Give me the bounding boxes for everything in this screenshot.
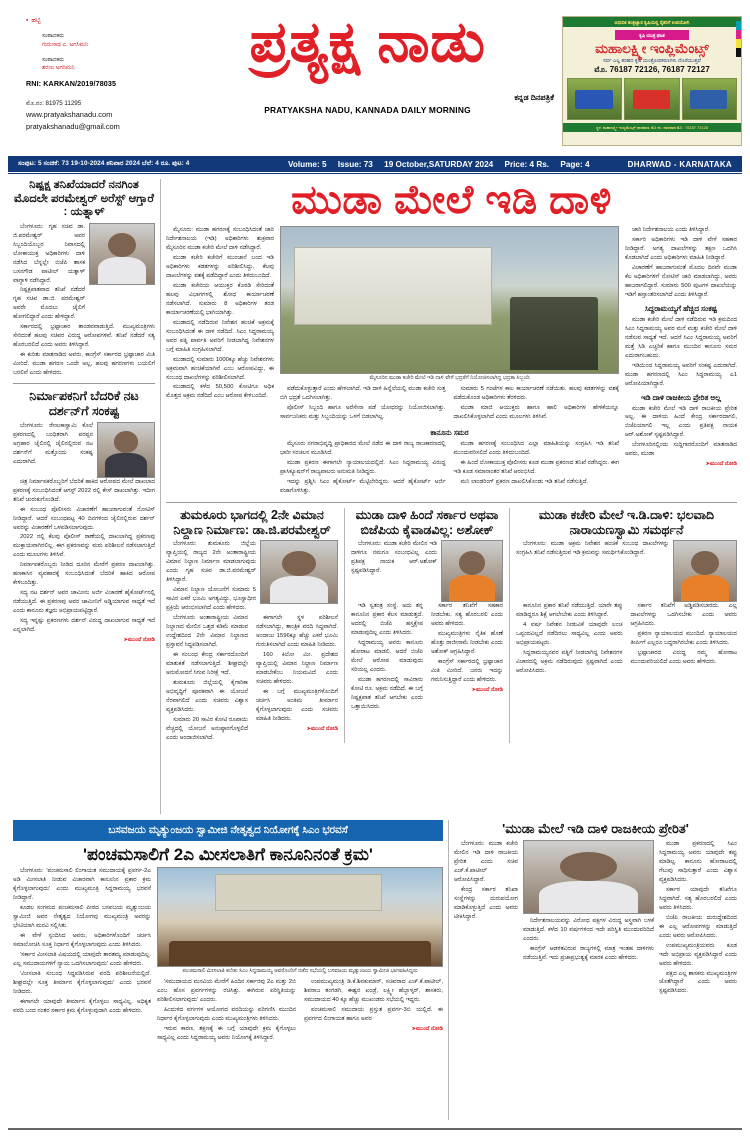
masthead-sub-english: PRATYAKSHA NADU, KANNADA DAILY MORNING <box>264 105 471 115</box>
issue-place: DHARWAD - KARNATAKA <box>627 159 732 169</box>
para: ಸರ್ಕಾರ ತನಿಖೆಗೆ ಸಹಕಾರ ನೀಡಬೇಕು. ಸತ್ಯ ಹೊರಬರಲಿ ಎಂದು ಅವರು ಹೇಳಿದರು. <box>431 603 503 628</box>
para: ಮುಖ್ಯಮಂತ್ರಿಗಳು ನೈತಿಕ ಹೊಣೆ ಹೊತ್ತು ರಾಜೀನಾಮೆ ನೀಡಬೇಕು ಎಂದು ಅಶೋಕ್ ಆಗ್ರಹಿಸಿದ್ದಾರೆ. <box>431 631 503 656</box>
story-narayanaswamy[interactable] <box>516 508 737 743</box>
para: ಸದ್ಯ ನಟ ದರ್ಶನ್ ಅವರ ಜಾಮೀನು ಅರ್ಜಿ ವಿಚಾರಣೆ ಹೈಕೋರ್ಟ್‌ನಲ್ಲಿ ನಡೆಯುತ್ತಿದೆ. ಈ ಪ್ರಕರಣವು ಅವರ ಜಾಮೀನಿಗೆ ಅಡ್ಡಿಯಾಗುವ ಸಾಧ್ಯತೆ ಇದೆ ಎಂದು ಕಾನೂನು ತಜ್ಞರು ಅಭಿಪ್ರಾಯಪಟ್ಟಿದ್ದಾರೆ. <box>13 590 155 615</box>
story-ashok-body-b <box>351 602 503 712</box>
masthead-left-info <box>8 10 173 134</box>
issue-label: Issue: 73 <box>337 159 373 169</box>
ad-product-images <box>563 78 741 120</box>
para: ಮುಡಾ ಕಚೇರಿ ಕಚೇರಿಗೆ ಮುಂಜಾನೆ ಬಂದ ಇಡಿ ಅಧಿಕಾರಿಗಳು ಕಡತಗಳನ್ನು ಪರಿಶೀಲಿಸಿದ್ದು, ಕೆಲವು ದಾಖಲೆಗಳನ್ನು ವಶಕ್ಕೆ ಪಡೆದಿದ್ದಾರೆ ಎಂದು ತಿಳಿದುಬಂದಿದೆ. <box>166 254 274 279</box>
para: 160 ಕಿಲೋ ಮೀ. ಪ್ರದೇಶದ ವ್ಯಾಪ್ತಿಯಲ್ಲಿ ವಿಮಾನ ನಿಲ್ದಾಣ ನಿರ್ಮಾಣ ಮಾಡಬೇಕೆಂಬ ನಿಯಮವಿದೆ ಎಂದು ಸಚಿವರು ಹೇಳಿದರು. <box>256 652 338 685</box>
para: ಪೊಲೀಸ್ ಸಿಬ್ಬಂದಿ ಹಾಗೂ ಅರೆಸೇನಾ ಪಡೆ ಯೋಧರನ್ನು ನಿಯೋಜಿಸಲಾಗಿತ್ತು. ಸಾರ್ವಜನಿಕರು ಮತ್ತು ಸಿಬ್ಬಂದಿಯನ್ನು ಒಳಗೆ ಬಿಡಲಾಗಿಲ್ಲ. <box>280 404 446 420</box>
main-col1-body <box>166 226 274 401</box>
para: 2022 ರಲ್ಲಿ ಕೆಲವು ಪೊಲೀಸ್ ಠಾಣೆಯಲ್ಲಿ ದಾಖಲಾಗಿದ್ದ ಪ್ರಕರಣವು ಮುಕ್ತಾಯವಾಗಿರಲಿಲ್ಲ. ಈಗ ಪ್ರಕರಣವನ್ನು ಮರು ಪರಿಶೀಲನೆ ನಡೆಸಲಾಗುತ್ತಿದೆ ಎಂದು ಮೂಲಗಳು ತಿಳಿಸಿವೆ. <box>13 534 155 559</box>
main-col4-c <box>625 405 737 469</box>
para: ಬಿಜೆಪಿ ರಾಜಕೀಯ ದುರುದ್ದೇಶದಿಂದ ಈ ಎಲ್ಲ ಆರೋಪಗಳನ್ನು ಮಾಡುತ್ತಿದೆ ಎಂದು ಅವರು ಆರೋಪಿಸಿದರು. <box>659 914 737 939</box>
story-darshan-headline: ನಿರ್ಮಾಪಕನಿಗೆ ಬೆದರಿಕೆ ನಟ ದರ್ಶನ್‌ಗೆ ಸಂಕಷ್ಟ <box>29 389 139 418</box>
main-story-row <box>166 226 737 496</box>
para: ಇದನ್ನು ಪ್ರಶ್ನಿಸಿ ಸಿಎಂ ಹೈಕೋರ್ಟ್ ಮೆಟ್ಟಿಲೇರಿದ್ದರು. ಆದರೆ ಹೈಕೋರ್ಟ್ ಅರ್ಜಿ ವಜಾಗೊಳಿಸಿತ್ತು. <box>280 479 446 494</box>
para: ಕೇಂದ್ರ ಸರ್ಕಾರ ತನಿಖಾ ಸಂಸ್ಥೆಗಳನ್ನು ದುರುಪಯೋಗ ಮಾಡಿಕೊಳ್ಳುತ್ತಿದೆ ಎಂದು ಅವರು ಟೀಕಿಸಿದ್ದಾರೆ. <box>454 886 518 920</box>
story-yatnal-body-cont <box>13 323 155 378</box>
main-subhead-2: ಸಿದ್ದರಾಮಯ್ಯಗೆ ಹೆಚ್ಚಿದ ಸಂಕಷ್ಟ <box>644 303 718 313</box>
continuation-marker[interactable]: ➤ ಮುಂದೆ ನೋಡಿ <box>625 460 737 469</box>
continuation-marker[interactable]: ➤ ಮುಂದೆ ನೋಡಿ <box>431 686 503 695</box>
story-yatnal[interactable] <box>13 179 155 378</box>
main-col-4 <box>625 226 737 496</box>
photo-yatnal <box>89 223 155 285</box>
para: ಈ ಹಿಂದೆ ಲೋಕಾಯುಕ್ತ ಪೊಲೀಸರು ಕೂಡ ಮುಡಾ ಪ್ರಕರಣದ ತನಿಖೆ ನಡೆಸಿದ್ದರು. ಈಗ ಇಡಿ ಕೂಡ ಸಮಾನಾಂತರ ತನಿಖೆ ಆರಂಭಿಸಿದೆ. <box>453 460 619 476</box>
para: ಕಾನೂನಿನ ಪ್ರಕಾರ ತನಿಖೆ ನಡೆಯುತ್ತಿದೆ. ಯಾರೇ ತಪ್ಪು ಮಾಡಿದ್ದರೂ ಶಿಕ್ಷೆ ಆಗಲೇಬೇಕು ಎಂದು ತಿಳಿಸಿದ್ದಾರೆ. <box>516 603 623 619</box>
para: ಮುಡಾ ಕಚೇರಿ ಮೇಲೆ ಇಡಿ ದಾಳಿ ರಾಜಕೀಯ ಪ್ರೇರಿತ ಅಲ್ಲ. ಈ ದಾಳಿಯ ಹಿಂದೆ ಕೇಂದ್ರ ಸರ್ಕಾರದಾಗಲಿ, ಬಿಜೆಪಿಯಾಗಲಿ ಇಲ್ಲ ಎಂದು ಪ್ರತಿಪಕ್ಷ ನಾಯಕ ಆರ್.ಅಶೋಕ್ ಸ್ಪಷ್ಟಪಡಿಸಿದ್ದಾರೆ. <box>625 405 737 439</box>
para: ಬೆಂಗಳೂರು: ರೇಣುಕಾಸ್ವಾಮಿ ಕೊಲೆ ಪ್ರಕರಣದಲ್ಲಿ ಬಂಧಿತರಾಗಿ ಪರಪ್ಪನ ಅಗ್ರಹಾರ ಜೈಲಿನಲ್ಲಿ ಜೈಲಿನಲ್ಲಿರುವ ನಟ ದರ್ಶನ್‌ಗೆ ಮತ್ತೊಂದು ಸಂಕಷ್ಟ ಎದುರಾಗಿದೆ. <box>13 422 93 465</box>
ad-image-trailer <box>682 78 737 120</box>
para: 'ಸಮುದಾಯದ ಮನವಿಯ ಮೇರೆಗೆ ಹಿಂದಿನ ಸರ್ಕಾರವು 2ಎ ಮತ್ತು 2ಬಿ ಎಂಬ ಹೊಸ ಪ್ರವರ್ಗಗಳನ್ನು ರಚಿಸಿತ್ತು. ಈಗಿರುವ ಪರಿಸ್ಥಿತಿಯನ್ನು ಪರಿಶೀಲಿಸಲಾಗುವುದು' ಎಂದರು. <box>157 979 296 1004</box>
story-yatnal-body <box>13 223 85 324</box>
main-area <box>161 179 742 814</box>
story-narayanaswamy-headline: ಮುಡಾ ಕಚೇರಿ ಮೇಲೆ ಇ.ಡಿ.ದಾಳಿ: ಭಲವಾದಿ ನಾರಾಯಣಸ್ವಾಮಿ ಸಮರ್ಥನೆ <box>538 507 715 537</box>
bottom-left-story[interactable] <box>8 820 448 1120</box>
para: ಈ ಸಂಬಂಧ ಪೊಲೀಸರು ವಿಚಾರಣೆಗೆ ಹಾಜರಾಗುವಂತೆ ನೋಟಿಸ್ ನೀಡಿದ್ದಾರೆ. ಆದರೆ ಸಂಬಂಧಪಟ್ಟ 40 ದಿನಗಳಿಂದ ಜೈಲಿನಲ್ಲಿರುವ ದರ್ಶನ್ ಅವರನ್ನು ವಿಚಾರಣೆಗೆ ಒಳಪಡಿಸಲಾಗುವುದು. <box>13 506 155 531</box>
left-column <box>8 179 160 814</box>
issue-page: Page: 4 <box>560 159 590 169</box>
para: ಪ್ರಕರಣ ನ್ಯಾಯಾಲಯದ ಮುಂದಿದೆ. ನ್ಯಾಯಾಲಯದ ತೀರ್ಪಿಗೆ ಎಲ್ಲರೂ ಬದ್ಧರಾಗಿರಬೇಕು ಎಂದು ತಿಳಿಸಿದರು. <box>630 631 737 647</box>
continuation-marker[interactable]: ➤ ಮುಂದೆ ನೋಡಿ <box>256 725 338 734</box>
issue-date: 19 October,SATURDAY 2024 <box>384 159 494 169</box>
issue-info-kannada: ಸಂಪುಟ: 5 ಸಂಚಿಕೆ: 73 19-10-2024 ಶನಿವಾರ 2024 ಬೆಲೆ: 4 ರೂ. ಪುಟ: 4 <box>18 160 190 167</box>
para: ಪಂಚಮಸಾಲಿ ಸಮುದಾಯ ಪ್ರಸ್ತುತ ಪ್ರವರ್ಗ-3ಬಿ ಯಲ್ಲಿದೆ. ಈ ಪ್ರವರ್ಗದ ಲಿಂಗಾಯತ ಹಾಗೂ ಅವರ <box>304 1007 443 1023</box>
credit-role-2: ಸಂಪಾದಕರು <box>42 56 64 63</box>
credit-role-1: ಸಂಪಾದಕರು <box>42 33 64 40</box>
para: ಮುಡಾ ಕಚೇರಿ ಮೇಲೆ ದಾಳಿ ನಡೆದಿರುವ ಇಡಿ ಕ್ರಮದಿಂದ ಸಿಎಂ ಸಿದ್ದರಾಮಯ್ಯ ಅವರ ಮನೆ ಮತ್ತು ಕಚೇರಿ ಮೇಲೆ ದಾಳಿ ನಡೆಸುವ ಸಾಧ್ಯತೆ ಇದೆ. ಆದರೆ ಸಿಎಂ ಸಿದ್ದರಾಮಯ್ಯ ಅವರಿಗೆ ಮತ್ತೆ ಸಿಡಿ ಎಚ್ಚರಿಕೆ ಹಾಗೂ ಮುಂದಿನ ಕಾನೂನು ಸಮರ ಎದುರಾಗಬಹುದು. <box>625 316 737 359</box>
photo-hk-patil <box>523 840 654 914</box>
page-footer-rule <box>8 1128 742 1130</box>
para: ಬೆಂಗಳೂರು ಅಂತಾರಾಷ್ಟ್ರೀಯ ವಿಮಾನ ನಿಲ್ದಾಣದ ಮೇಲಿನ ಒತ್ತಡ ಕಡಿಮೆ ಮಾಡುವ ಉದ್ದೇಶದಿಂದ 2ನೇ ವಿಮಾನ ನಿಲ್ದಾಣದ ಪ್ರಸ್ತಾವನೆ ಸಿದ್ಧಪಡಿಸಲಾಗಿದೆ. <box>166 615 248 649</box>
para: ಮುಡಾ ಪ್ರಕರಣ ಈಗಾಗಲೇ ನ್ಯಾಯಾಲಯದಲ್ಲಿದೆ. ಸಿಎಂ ಸಿದ್ದರಾಮಯ್ಯ ವಿರುದ್ಧ ಪ್ರಾಸಿಕ್ಯೂಷನ್‌ಗೆ ರಾಜ್ಯಪಾಲರು ಅನುಮತಿ ನೀಡಿದ್ದರು. <box>280 460 446 476</box>
para: ಸದ್ಯ ಇನ್ನಷ್ಟು ಪ್ರಕರಣಗಳು ದರ್ಶನ್ ವಿರುದ್ಧ ದಾಖಲಾಗುವ ಸಾಧ್ಯತೆ ಇದೆ ಎನ್ನಲಾಗಿದೆ. <box>13 618 155 634</box>
para: 4 ವರ್ಷ ನಿವೇಶನ ನೀಡುವಿಕೆ ಯಾವುದೇ ಲಂಚ ಒಪ್ಪಂದವಿಲ್ಲದೆ ನಡೆದಿರಲು ಸಾಧ್ಯವಿಲ್ಲ ಎಂದು ಅವರು ಅಭಿಪ್ರಾಯಪಟ್ಟರು. <box>516 622 623 647</box>
para: ಉಪಮುಖ್ಯಮಂತ್ರಿ ಡಿ.ಕೆ.ಶಿವಕುಮಾರ್, ಸಚಿವರಾದ ಎಚ್.ಕೆ.ಪಾಟೀಲ್, ಶಿವರಾಜ ತಂಗಡಗಿ, ಈಶ್ವರ ಖಂಡ್ರೆ, ಲಕ್ಷ್ಮೀ ಹೆಬ್ಬಾಳ್ಕರ್, ಶಾಸಕರು, ಸಮುದಾಯದ 40 ಕ್ಕೂ ಹೆಚ್ಚು ಮುಖಂಡರು ಸಭೆಯಲ್ಲಿ ಇದ್ದರು. <box>304 979 443 1004</box>
ad-phone-numbers: ಮೊ. 76187 72126, 76187 72127 <box>594 64 710 74</box>
divider <box>166 502 737 503</box>
para: ಬೆಂಗಳೂರು: ಮುಡಾ ಕಚೇರಿ ಮೇಲಿನ ಇಡಿ ದಾಳಿಗೂ ನಮಗೂ ಸಂಬಂಧವಿಲ್ಲ ಎಂದು ಪ್ರತಿಪಕ್ಷ ನಾಯಕ ಆರ್.ಅಶೋಕ್ ಸ್ಪಷ್ಟಪಡಿಸಿದ್ದಾರೆ. <box>351 541 437 575</box>
masthead <box>8 0 742 152</box>
para: ಬೆಂಗಳೂರು: ಗೃಹ ಸಚಿವ ಡಾ. ಜಿ.ಪರಮೇಶ್ವರ್ ಅವರ ಸಿಬ್ಬಂದಿಯೊಬ್ಬರ ನಿವಾಸದಲ್ಲಿ ಲೋಕಾಯುಕ್ತ ಅಧಿಕಾರಿಗಳು ದಾಳಿ ನಡೆಸಿದ ಬೆನ್ನಲ್ಲೇ ಬಿಜೆಪಿ ಶಾಸಕ ಬಸನಗೌಡ ಪಾಟೀಲ್ ಯತ್ನಾಳ್ ವಾಗ್ದಾಳಿ ನಡೆಸಿದ್ದಾರೆ. <box>13 223 85 284</box>
mid-stories-row <box>166 508 737 743</box>
story-tumakuru-headline: ತುಮಕೂರು ಭಾಗದಲ್ಲಿ 2ನೇ ವಿಮಾನ ನಿಲ್ದಾಣ ನಿರ್ಮಾಣ: ಡಾ.ಜಿ.ಪರಮೇಶ್ವರ್ <box>173 507 331 537</box>
para: ಮುಡಾ ಕಚೇರಿಯ ಆಯುಕ್ತರ ಕೊಠಡಿ ಸೇರಿದಂತೆ ಹಲವು ವಿಭಾಗಗಳಲ್ಲಿ ಶೋಧ ಕಾರ್ಯಾಚರಣೆ ನಡೆಸಲಾಗಿದೆ. ಸುಮಾರು 8 ಅಧಿಕಾರಿಗಳ ತಂಡ ಕಾರ್ಯಾಚರಣೆಯಲ್ಲಿ ಭಾಗಿಯಾಗಿತ್ತು. <box>166 282 274 316</box>
para: ನಿರ್ಮಾಪಕರೊಬ್ಬರು ನೀಡಿದ ದೂರಿನ ಮೇರೆಗೆ ಪ್ರಕರಣ ದಾಖಲಾಗಿತ್ತು. ಹಣಕಾಸಿನ ವ್ಯವಹಾರಕ್ಕೆ ಸಂಬಂಧಿಸಿದಂತೆ ಬೆದರಿಕೆ ಹಾಕಿದ ಆರೋಪ ಕೇಳಿಬಂದಿತ್ತು. <box>13 562 155 587</box>
para: ವಿಚಾರಣೆಗೆ ಹಾಜರಾಗುವಂತೆ ಮೊದಲ ದಿನವೇ ಮುಡಾ ಕೆಲ ಅಧಿಕಾರಿಗಳಿಗೆ ನೋಟಿಸ್ ಜಾರಿ ಮಾಡಲಾಗಿದ್ದು, ಅವರು ಹಾಜರಾಗಲಿದ್ದಾರೆ. ಸುಮಾರು 500 ಪುಟಗಳ ದಾಖಲೆಯನ್ನು ಇಡಿಗೆ ಹಸ್ತಾಂತರಿಸಲಾಗಿದೆ ಎಂದು ತಿಳಿಸಿದ್ದಾರೆ. <box>625 264 737 298</box>
para: ಮುಡಾ ಮಾಜಿ ಆಯುಕ್ತರು ಹಾಗೂ ಹಾಲಿ ಅಧಿಕಾರಿಗಳ ಹೇಳಿಕೆಯನ್ನೂ ದಾಖಲಿಸಿಕೊಳ್ಳಲಾಗಿದೆ ಎಂದು ಮೂಲಗಳು ತಿಳಿಸಿವೆ. <box>453 404 619 420</box>
issue-info-bar <box>8 156 742 172</box>
panchamasali-banner: ಬಸವಜಯ ಮೃತ್ಯುಂಜಯ ಸ್ವಾಮೀಜಿ ನೇತೃತ್ವದ ನಿಯೋಗಕ್ಕೆ ಸಿಎಂ ಭರವಸೆ <box>13 820 443 841</box>
ad-tagline: ಸರ್ವ ಎಲ್ಲ ತರಹದ ಕೃಷಿ ಯಂತ್ರೋಪಕರಣಗಳು ದೊರೆಯುತ್ತವೆ <box>603 57 701 64</box>
para: ತುಮಕೂರು ಜಿಲ್ಲೆಯಲ್ಲಿ ಕೈಗಾರಿಕಾ ಅಭಿವೃದ್ಧಿಗೆ ಪೂರಕವಾಗಿ ಈ ಯೋಜನೆ ನೆರವಾಗಲಿದೆ ಎಂದು ಸಚಿವರು ವಿಶ್ವಾಸ ವ್ಯಕ್ತಪಡಿಸಿದರು. <box>166 679 248 713</box>
story-yatnal-headline: ನಿಷ್ಪಕ್ಷ ತನಿಖೆಯಾದರೆ ನನಗಿಂತ ಮೊದಲೇ ಪರಮೇಶ್ವರ್ ಅರೆಸ್ಟ್ ಆಗ್ತಾರೆ : ಯತ್ನಾಳ್ <box>14 179 154 219</box>
para: ಮುಡಾ ಪ್ರಕರಣದಲ್ಲಿ ಸಿಎಂ ಸಿದ್ದರಾಮಯ್ಯ ಅವರು ಯಾವುದೇ ತಪ್ಪು ಮಾಡಿಲ್ಲ. ಕಾನೂನು ಹೋರಾಟದಲ್ಲಿ ಗೆಲುವು ಸಾಧಿಸುತ್ತಾರೆ ಎಂದು ವಿಶ್ವಾಸ ವ್ಯಕ್ತಪಡಿಸಿದರು. <box>659 840 737 883</box>
ad-image-rotavator <box>624 78 679 120</box>
masthead-website[interactable]: www.pratyakshanadu.com <box>26 110 113 120</box>
para: ಚಿತ್ರ ನಿರ್ಮಾಪಕರೊಬ್ಬರಿಗೆ ಬೆದರಿಕೆ ಹಾಕಿದ ಆರೋಪದ ಮೇಲೆ ದಾಖಲಾದ ಪ್ರಕರಣಕ್ಕೆ ಸಂಬಂಧಿಸಿದಂತೆ ಆಗಸ್ಟ್ 2022 ರಲ್ಲಿ ಕೇಸ್ ದಾಖಲಾಗಿತ್ತು. ಇದೀಗ ತನಿಖೆ ಚುರುಕುಗೊಂಡಿದೆ. <box>13 478 155 503</box>
para: ಭ್ರಷ್ಟಾಚಾರದ ವಿರುದ್ಧ ನಮ್ಮ ಹೋರಾಟ ಮುಂದುವರಿಯಲಿದೆ ಎಂದು ಅವರು ಹೇಳಿದರು. <box>630 650 737 666</box>
story-darshan-body-cont <box>13 478 155 645</box>
main-headline: ಮುಡಾ ಮೇಲೆ ಇಡಿ ದಾಳಿ <box>291 178 612 222</box>
photo-muda-office-raid <box>280 226 619 374</box>
para: ಈಗಾಗಲೇ ಯಾವುದೇ ತೀರ್ಮಾನ ಕೈಗೊಳ್ಳಲು ಸಾಧ್ಯವಿಲ್ಲ. ಅಧಿಕೃತ ವರದಿ ಬಂದ ನಂತರ ಸರ್ಕಾರ ಕ್ರಮ ಕೈಗೊಳ್ಳುವುದಾಗಿ ಎಂದು ಹೇಳಿದರು. <box>13 998 151 1014</box>
main-col4-b <box>625 316 737 389</box>
politically-motivated-headline: 'ಮುಡಾ ಮೇಲೆ ಇಡಿ ದಾಳಿ ರಾಜಕೀಯ ಪ್ರೇರಿತ' <box>502 821 689 836</box>
para: ಮುಡಾ ಹಗರಣಕ್ಕೆ ಸಂಬಂಧಿಸಿದ ಎಲ್ಲಾ ಮಾಹಿತಿಯನ್ನು ಸಂಗ್ರಹಿಸಿ ಇಡಿ ತನಿಖೆ ಮುಂದುವರಿಸಲಿದೆ ಎಂದು ತಿಳಿದುಬಂದಿದೆ. <box>453 441 619 457</box>
photo-parameshwar <box>260 540 338 604</box>
divider <box>13 383 155 384</box>
para: ಇಡಿಯಿಂದ ಸಿದ್ದರಾಮಯ್ಯ ಅವರಿಗೆ ಸಂಕಷ್ಟ ಎದುರಾಗಿದೆ. ಮುಡಾ ಹಗರಣದಲ್ಲಿ ಸಿಎಂ ಸಿದ್ದರಾಮಯ್ಯ ಎ1 ಆರೋಪಿಯಾಗಿದ್ದಾರೆ. <box>625 362 737 387</box>
story-darshan-body <box>13 422 93 478</box>
masthead-credit-2 <box>26 56 173 73</box>
column-divider <box>344 508 345 743</box>
issue-price: Price: 4 Rs. <box>504 159 550 169</box>
photo-ashok <box>441 540 503 602</box>
masthead-email[interactable]: pratyakshanadu@gmail.com <box>26 122 120 132</box>
para: ಸರ್ಕಾರದಲ್ಲಿ ಭ್ರಷ್ಟಾಚಾರ ತಾಂಡವವಾಡುತ್ತಿದೆ. ಮುಖ್ಯಮಂತ್ರಿಗಳು ಸೇರಿದಂತೆ ಹಲವು ಸಚಿವರ ವಿರುದ್ಧ ಆರೋಪಗಳಿವೆ. ತನಿಖೆ ನಡೆದರೆ ಸತ್ಯ ಹೊರಬರಲಿದೆ ಎಂದು ಅವರು ತಿಳಿಸಿದ್ದಾರೆ. <box>13 324 155 349</box>
masthead-center <box>173 10 562 115</box>
photo-cm-delegation-meeting <box>157 867 443 967</box>
story-tumakuru-airport[interactable] <box>166 508 338 743</box>
panchamasali-body-b <box>157 978 443 1043</box>
print-color-bars <box>736 21 741 57</box>
para: ಬೆಂಗಳೂರು: ಮುಡಾ ಅಕ್ರಮ ನಿವೇಶನ ಹಂಚಿಕೆ ಸಂಬಂಧ ದಾಖಲೆಗಳನ್ನು ಸಂಗ್ರಹಿಸಿ ತನಿಖೆ ನಡೆಸುತ್ತಿರುವ ಇಡಿ ಕ್ರಮವನ್ನು ಸಮರ್ಥಿಸಿಕೊಂಡಿದ್ದಾರೆ. <box>516 541 669 557</box>
newspaper-title: ಪ್ರತ್ಯಕ್ಷ ನಾಡು <box>249 10 486 74</box>
main-col2-body <box>280 385 619 496</box>
ad-footer-address: ಸ್ಥಳ: ಮಹಾಲಕ್ಷ್ಮೀ ಇಂಪ್ಲಿಮೆಂಟ್ಸ್ ಧಾರವಾಡ, ಮೊ ನಂ. ಧಾರವಾಡ ಮೊ : 76187 72126 <box>563 123 741 132</box>
main-col-2-3 <box>280 226 619 496</box>
story-tumakuru-body-a <box>166 540 256 614</box>
para: ಇಡಿ ಸ್ವತಂತ್ರ ಸಂಸ್ಥೆ. ಅದು ತನ್ನ ಕಾನೂನಿನ ಪ್ರಕಾರ ಕೆಲಸ ಮಾಡುತ್ತದೆ. ಅದರಲ್ಲಿ ಬಿಜೆಪಿ ಹಸ್ತಕ್ಷೇಪ ಮಾಡುವುದಿಲ್ಲ ಎಂದು ತಿಳಿಸಿದರು. <box>351 603 423 637</box>
continuation-marker[interactable]: ➤ ಮುಂದೆ ನೋಡಿ <box>13 636 155 645</box>
masthead-phone: ಮೊ.ನಂ: 81975 11295 <box>26 99 82 107</box>
para: ಈ ವೇಳೆ ಸ್ಪಂದಿಸಿದ ಅವರು, ಅಧಿಕಾರಿಗಳೊಂದಿಗೆ ಚರ್ಚಿಸಿ ಸಮಾಲೋಚಿಸಿ ಸೂಕ್ತ ನಿರ್ಧಾರ ಕೈಗೊಳ್ಳಲಾಗುವುದು ಎಂದು ತಿಳಿಸಿದರು. <box>13 932 151 948</box>
rni-number: RNI: KARKAN/2019/78035 <box>26 79 117 89</box>
para: ಈಗಾಗಲೇ ಸ್ಥಳ ಪರಿಶೀಲನೆ ನಡೆಸಲಾಗಿದ್ದು, ತಾಂತ್ರಿಕ ವರದಿ ಸಿದ್ಧವಾಗಿದೆ. ಅಂದಾಜು 1596ಕ್ಕೂ ಹೆಚ್ಚು ಎಕರೆ ಭೂಮಿ ಗುರುತಿಸಲಾಗಿದೆ ಎಂದು ಮಾಹಿತಿ ನೀಡಿದರು. <box>256 615 338 649</box>
para: ಸರ್ಕಾರಿ ಅಧಿಕಾರಿಗಳು ಇಡಿ ದಾಳಿ ವೇಳೆ ಸಹಕಾರ ನೀಡಿದ್ದಾರೆ. ಅಗತ್ಯ ದಾಖಲೆಗಳನ್ನು ತಕ್ಷಣ ಒದಗಿಸಿ ಕೊಡಲಾಗಿದೆ ಎಂದು ಅಧಿಕಾರಿಗಳು ಮಾಹಿತಿ ನೀಡಿದ್ದಾರೆ. <box>625 236 737 261</box>
story-ashok-muda[interactable] <box>351 508 503 743</box>
ad-ribbon: ಕೃಷಿ ಯಂತ್ರ ಘಟಕ <box>615 30 689 40</box>
para: ಮುಡಾ ಹಗರಣದಲ್ಲಿ ಸಾವಿರಾರು ಕೋಟಿ ರೂ. ಅಕ್ರಮ ನಡೆದಿದೆ. ಈ ಬಗ್ಗೆ ನಿಷ್ಪಕ್ಷಪಾತ ತನಿಖೆ ಆಗಬೇಕು ಎಂದು ಒತ್ತಾಯಿಸಿದರು. <box>351 677 423 711</box>
ad-brand-name: ಮಹಾಲಕ್ಷ್ಮೀ ಇಂಪ್ಲಿಮೆಂಟ್ಸ್ <box>595 41 709 56</box>
para: ಸರ್ಕಾರ ತನಿಖೆಗೆ ಅಡ್ಡಿಪಡಿಸಬಾರದು. ಎಲ್ಲ ದಾಖಲೆಗಳನ್ನು ಒದಗಿಸಬೇಕು ಎಂದು ಅವರು ಆಗ್ರಹಿಸಿದರು. <box>630 603 737 628</box>
para: ಉಪಮುಖ್ಯಮಂತ್ರಿಯವರು ಕೂಡ ಇದೇ ಅಭಿಪ್ರಾಯ ವ್ಯಕ್ತಪಡಿಸಿದ್ದಾರೆ ಎಂದು ಅವರು ಹೇಳಿದರು. <box>659 942 737 967</box>
credit-name-1: ಗುರುನಾಥ ಎ. ಅಗಸಿಮನಿ <box>42 41 89 48</box>
para: ಮುಡಾದಲ್ಲಿ ಕಳೆದ 50,500 ಕೋಟಿಗೂ ಅಧಿಕ ಮೊತ್ತದ ಅಕ್ರಮ ನಡೆದಿದೆ ಎಂಬ ಆರೋಪ ಕೇಳಿಬಂದಿದೆ. <box>166 384 274 400</box>
top-section <box>8 179 742 814</box>
para: ವಿಮಾನ ನಿಲ್ದಾಣ ಯೋಜನೆಗೆ ಸುಮಾರು 5 ಸಾವಿರ ಎಕರೆ ಭೂಮಿ ಅಗತ್ಯವಿದ್ದು, ಭೂಸ್ವಾಧೀನ ಪ್ರಕ್ರಿಯೆ ಆರಂಭಿಸಲಾಗಿದೆ ಎಂದು ಹೇಳಿದರು. <box>166 587 256 612</box>
bottom-right-body-a <box>454 840 518 997</box>
para: ನಿರ್ದೇಶನಾಲಯವನ್ನು ವಿರೋಧ ಪಕ್ಷಗಳ ವಿರುದ್ಧ ಅಸ್ತ್ರವಾಗಿ ಬಳಕೆ ಮಾಡುತ್ತಿದೆ. ಕಳೆದ 10 ವರ್ಷಗಳಿಂದ ಇದೇ ಪರಿಸ್ಥಿತಿ ಮುಂದುವರಿದಿದೆ ಎಂದರು. <box>523 917 654 942</box>
photo-caption: ಮೈಸೂರಿನ ಮುಡಾ ಕಚೇರಿ ಮೇಲೆ ಇಡಿ ದಾಳಿ ವೇಳೆ ಭದ್ರತೆಗೆ ನಿಯೋಜಿಸಲಾಗಿದ್ದ ಭದ್ರತಾ ಸಿಬ್ಬಂದಿ <box>369 375 530 381</box>
main-col-1 <box>166 226 274 496</box>
photo-caption: ಪಂಚಮಸಾಲಿ ಮೀಸಲಾತಿ ಕುರಿತು ಸಿಎಂ ಸಿದ್ದರಾಮಯ್ಯ ಅವರೊಂದಿಗೆ ನಡೆದ ಸಭೆಯಲ್ಲಿ ಬಸವಜಯ ಮೃತ್ಯುಂಜಯ ಸ್ವಾಮೀಜಿ ಭಾಗವಹಿಸಿದ್ದರು <box>182 968 418 975</box>
para: ಬೆಂಗಳೂರು: ಮುಡಾ ಕಚೇರಿ ಮೇಲಿನ ಇಡಿ ದಾಳಿ ರಾಜಕೀಯ ಪ್ರೇರಿತ ಎಂದು ಸಚಿವ ಎಚ್.ಕೆ.ಪಾಟೀಲ್ ಆರೋಪಿಸಿದ್ದಾರೆ. <box>454 840 518 883</box>
main-col4-intro <box>625 226 737 300</box>
para: 'ಸರ್ಕಾರ ಮೀಸಲಾತಿ ವಿಷಯದಲ್ಲಿ ಯಾವುದೇ ತಾರತಮ್ಯ ಮಾಡುವುದಿಲ್ಲ. ಎಲ್ಲ ಸಮುದಾಯಗಳಿಗೆ ನ್ಯಾಯ ಒದಗಿಸಲಾಗುವುದು' ಎಂದು ಹೇಳಿದರು. <box>13 951 151 967</box>
photo-darshan <box>97 422 155 478</box>
para: ಕಾಂಗ್ರೆಸ್ ಆಡಳಿತವಿರುವ ರಾಜ್ಯಗಳಲ್ಲಿ ಮಾತ್ರ ಇಂತಹ ದಾಳಿಗಳು ನಡೆಯುತ್ತಿವೆ. ಇದು ಪ್ರಜಾಪ್ರಭುತ್ವಕ್ಕೆ ಮಾರಕ ಎಂದು ಹೇಳಿದರು. <box>523 945 654 961</box>
story-tumakuru-body-b <box>166 614 338 743</box>
bottom-right-story[interactable] <box>449 820 742 1120</box>
para: ಮೈಸೂರು ನಗರಾಭಿವೃದ್ಧಿ ಪ್ರಾಧಿಕಾರದ ಮೇಲೆ ನಡೆದ ಈ ದಾಳಿ ರಾಜ್ಯ ರಾಜಕಾರಣದಲ್ಲಿ ಭಾರೀ ಸಂಚಲನ ಮೂಡಿಸಿದೆ. <box>280 441 446 457</box>
para: ಈ ಕುರಿತು ಮಾತನಾಡಿದ ಅವರು, ಕಾಂಗ್ರೆಸ್ ಸರ್ಕಾರದ ಭ್ರಷ್ಟಾಚಾರ ಮಿತಿ ಮೀರಿದೆ. ಮುಡಾ ಹಗರಣ ಒಂದೇ ಅಲ್ಲ, ಹಲವು ಹಗರಣಗಳು ಬಯಲಿಗೆ ಬರಲಿವೆ ಎಂದು ಹೇಳಿದರು. <box>13 352 155 377</box>
para: ಸುಮಾರು 20 ಸಾವಿರ ಕೋಟಿ ರೂಪಾಯಿ ವೆಚ್ಚದಲ್ಲಿ ಯೋಜನೆ ಅನುಷ್ಠಾನಗೊಳ್ಳಲಿದೆ ಎಂದು ಅಂದಾಜಿಸಲಾಗಿದೆ. <box>166 716 248 741</box>
volume-label: Volume: 5 <box>288 159 327 169</box>
para: ಹಿಂದುಳಿದ ವರ್ಗಗಳ ಆಯೋಗದ ವರದಿಯನ್ನು ಪರಿಗಣಿಸಿ ಮುಂದಿನ ನಿರ್ಧಾರ ಕೈಗೊಳ್ಳಲಾಗುವುದು ಎಂದು ಮುಖ್ಯಮಂತ್ರಿಗಳು ತಿಳಿಸಿದರು. <box>157 1007 296 1023</box>
story-narayanaswamy-body-b <box>516 602 737 676</box>
bottom-right-body-c <box>659 840 737 997</box>
story-ashok-headline: ಮುಡಾ ದಾಳಿ ಹಿಂದೆ ಸರ್ಕಾರ ಅಥವಾ ಬಿಜೆಪಿಯ ಕೈವಾಡವಿಲ್ಲ: ಅಶೋಕ್ <box>355 507 499 537</box>
bottom-section <box>8 820 742 1120</box>
ad-top-band: ಆಧುನಿಕ ತಂತ್ರಜ್ಞಾನ ಕೃಷಿಯಲ್ಲಿ ರೈತರಿಗೆ ಉಪಯೋಗಿ <box>563 17 741 27</box>
para: ಬೆಂಗಳೂರು: 'ಪಂಚಮಸಾಲಿ ಲಿಂಗಾಯತ ಸಮುದಾಯಕ್ಕೆ ಪ್ರವರ್ಗ-2ಎ ಅಡಿ ಮೀಸಲಾತಿ ನೀಡುವ ವಿಚಾರವಾಗಿ ಕಾನೂನಿನ ಪ್ರಕಾರ ಕ್ರಮ ಕೈಗೊಳ್ಳಲಾಗುವುದು' ಎಂದು ಮುಖ್ಯಮಂತ್ರಿ ಸಿದ್ದರಾಮಯ್ಯ ಭರವಸೆ ನೀಡಿದ್ದಾರೆ. <box>13 868 151 902</box>
panchamasali-body-a <box>13 867 151 1043</box>
story-ashok-body-a <box>351 540 437 602</box>
para: ಜಾರಿ ನಿರ್ದೇಶನಾಲಯ ಎಂದು ತಿಳಿಸಿದ್ದಾರೆ. <box>632 227 710 233</box>
masthead-credit-1 <box>26 32 173 49</box>
continuation-marker[interactable]: ➤ ಮುಂದೆ ನೋಡಿ <box>304 1025 443 1034</box>
para: ಸಿದ್ದರಾಮಯ್ಯ ಅವರು ಕಾನೂನು ಹೋರಾಟ ಮಾಡಲಿ. ಆದರೆ ಬಿಜೆಪಿ ಮೇಲೆ ಆರೋಪ ಮಾಡುವುದು ಸರಿಯಲ್ಲ ಎಂದರು. <box>351 640 423 674</box>
para: ಇರುವ ಕಾರಣ, ತಕ್ಷಣಕ್ಕೆ ಈ ಬಗ್ಗೆ ಯಾವುದೇ ಕ್ರಮ ಕೈಗೊಳ್ಳಲು ಸಾಧ್ಯವಿಲ್ಲ ಎಂದು ಸಿದ್ದರಾಮಯ್ಯ ಅವರು ನಿಯೋಗಕ್ಕೆ ತಿಳಿಸಿದ್ದಾರೆ. <box>157 1025 296 1041</box>
masthead-sub-kannada: ಕನ್ನಡ ದಿನಪತ್ರಿಕೆ <box>514 93 554 102</box>
para: ಸರ್ಕಾರ ಯಾವುದೇ ತನಿಖೆಗೂ ಸಿದ್ಧವಾಗಿದೆ. ಸತ್ಯ ಹೊರಬರಲಿದೆ ಎಂದು ಅವರು ತಿಳಿಸಿದರು. <box>659 886 737 911</box>
para: ಈ ಸಂಬಂಧ ಕೇಂದ್ರ ಸರ್ಕಾರದೊಂದಿಗೆ ಮಾತುಕತೆ ನಡೆಸಲಾಗುತ್ತಿದೆ. ಶೀಘ್ರದಲ್ಲೇ ಅನುಮೋದನೆ ಸಿಗುವ ನಿರೀಕ್ಷೆ ಇದೆ. <box>166 652 248 676</box>
para: ಮುಡಾದಲ್ಲಿ ನಡೆದಿರುವ ನಿವೇಶನ ಹಂಚಿಕೆ ಅಕ್ರಮಕ್ಕೆ ಸಂಬಂಧಿಸಿದಂತೆ ಈ ದಾಳಿ ನಡೆದಿದೆ. ಸಿಎಂ ಸಿದ್ದರಾಮಯ್ಯ ಅವರ ಪತ್ನಿ ಪಾರ್ವತಿ ಅವರಿಗೆ ನೀಡಲಾಗಿದ್ದ ನಿವೇಶನಗಳ ಬಗ್ಗೆ ಮಾಹಿತಿ ಸಂಗ್ರಹಿಸಲಾಗಿದೆ. <box>166 319 274 353</box>
para: ಪಕ್ಷದ ಎಲ್ಲ ಶಾಸಕರು ಮುಖ್ಯಮಂತ್ರಿಗಳ ಜೊತೆಗಿದ್ದಾರೆ ಎಂದು ಅವರು ಸ್ಪಷ್ಟಪಡಿಸಿದರು. <box>659 970 737 995</box>
para: ಪಡೆದುಕೊಳ್ಳುತ್ತಾರೆ ಎಂದು ಹೇಳಲಾಗಿದೆ. ಇಡಿ ದಾಳಿ ಹಿನ್ನೆಲೆಯಲ್ಲಿ ಮುಡಾ ಕಚೇರಿ ಸುತ್ತ ಬಿಗಿ ಭದ್ರತೆ ಒದಗಿಸಲಾಗಿತ್ತು. <box>280 386 446 401</box>
photo-narayanaswamy <box>673 540 737 602</box>
masthead-bullet-note: ▪ ಹಟ್ಟಿ <box>26 16 173 25</box>
column-divider <box>509 508 510 743</box>
issue-info-english <box>288 160 628 169</box>
main-subhead-1: ಕಾನೂನು ಸಮರ <box>430 427 469 437</box>
para: ಈ ಬಗ್ಗೆ ಮುಖ್ಯಮಂತ್ರಿಗಳೊಂದಿಗೆ ಚರ್ಚಿಸಿ ಅಂತಿಮ ತೀರ್ಮಾನ ಕೈಗೊಳ್ಳಲಾಗುವುದು ಎಂದು ಸಚಿವರು ಮಾಹಿತಿ ನೀಡಿದರು. <box>256 688 338 722</box>
para: ಕೂಡಲ ಸಂಗಮದ ಪಂಚಮಸಾಲಿ ಪೀಠದ ಬಸವಜಯ ಮೃತ್ಯುಂಜಯ ಸ್ವಾಮೀಜಿ ಅವರ ನೇತೃತ್ವದ ನಿಯೋಗವು ಮುಖ್ಯಮಂತ್ರಿ ಅವರನ್ನು ಭೇಟಿಯಾಗಿ ಮನವಿ ಸಲ್ಲಿಸಿತು. <box>13 905 151 929</box>
para: ನಿಷ್ಪಕ್ಷಪಾತವಾದ ತನಿಖೆ ನಡೆದರೆ ಗೃಹ ಸಚಿವ ಡಾ.ಜಿ. ಪರಮೇಶ್ವರ್ ಅವರೇ ಮೊದಲು ಜೈಲಿಗೆ ಹೋಗಲಿದ್ದಾರೆ ಎಂದು ಹೇಳಿದ್ದಾರೆ. <box>13 287 85 321</box>
advertisement-mahalakshmi-implements[interactable] <box>562 16 742 146</box>
para: ಮನಿ ಲಾಂಡರಿಂಗ್ ಪ್ರಕರಣ ದಾಖಲಿಸಿಕೊಂಡು ಇಡಿ ತನಿಖೆ ನಡೆಸುತ್ತಿದೆ. <box>460 479 589 485</box>
para: ಕಾಂಗ್ರೆಸ್ ಸರ್ಕಾರದಲ್ಲಿ ಭ್ರಷ್ಟಾಚಾರ ಮಿತಿ ಮೀರಿದೆ. ಜನರು ಇದನ್ನು ಗಮನಿಸುತ್ತಿದ್ದಾರೆ ಎಂದು ಹೇಳಿದರು. <box>431 659 503 684</box>
main-subhead-3: ಇಡಿ ದಾಳಿ ರಾಜಕೀಯ ಪ್ರೇರಿತ ಅಲ್ಲ <box>641 392 721 402</box>
para: ಮುಡಾದಲ್ಲಿ ಸುಮಾರು 1000ಕ್ಕೂ ಹೆಚ್ಚು ನಿವೇಶನಗಳು ಅಕ್ರಮವಾಗಿ ಹಂಚಿಕೆಯಾಗಿವೆ ಎಂಬ ಆರೋಪವಿದ್ದು, ಈ ಸಂಬಂಧ ದಾಖಲೆಗಳನ್ನು ಪರಿಶೀಲಿಸಲಾಗಿದೆ. <box>166 356 274 381</box>
credit-name-2: ಶರಣು ಅಗಸಿಮನಿ <box>42 65 75 72</box>
panchamasali-headline: 'ಪಂಚಮಸಾಲಿಗೆ 2ಎ ಮೀಸಲಾತಿಗೆ ಕಾನೂನಿನಂತೆ ಕ್ರಮ' <box>83 844 373 864</box>
ad-image-plough <box>567 78 622 120</box>
infobar-rule <box>8 173 742 174</box>
para: ಸಿದ್ದರಾಮಯ್ಯನವರ ಪತ್ನಿಗೆ ನೀಡಲಾಗಿದ್ದ ನಿವೇಶನಗಳ ವಿಚಾರದಲ್ಲಿ ಅಕ್ರಮ ನಡೆದಿರುವುದು ಸ್ಪಷ್ಟವಾಗಿದೆ ಎಂದು ಆರೋಪಿಸಿದರು. <box>516 650 623 675</box>
para: 'ಮೀಸಲಾತಿ ಸಂಬಂಧ ಸಿದ್ಧಪಡಿಸಿರುವ ವರದಿ ಪರಿಶೀಲನೆಯಲ್ಲಿದೆ. ಶೀಘ್ರದಲ್ಲೇ ಸೂಕ್ತ ತೀರ್ಮಾನ ಕೈಗೊಳ್ಳಲಾಗುವುದು' ಎಂದು ಭರವಸೆ ನೀಡಿದರು. <box>13 970 151 995</box>
para: ಮೈಸೂರು: ಮುಡಾ ಹಗರಣಕ್ಕೆ ಸಂಬಂಧಿಸಿದಂತೆ ಜಾರಿ ನಿರ್ದೇಶನಾಲಯ (ಇಡಿ) ಅಧಿಕಾರಿಗಳು ಶುಕ್ರವಾರ ಮೈಸೂರಿನ ಮುಡಾ ಕಚೇರಿ ಮೇಲೆ ದಾಳಿ ನಡೆಸಿದ್ದಾರೆ. <box>166 227 274 251</box>
story-darshan[interactable] <box>13 389 155 645</box>
para: ಬೆಂಗಳೂರು: ತುಮಕೂರು ಜಿಲ್ಲೆಯ ವ್ಯಾಪ್ತಿಯಲ್ಲಿ ರಾಜ್ಯದ 2ನೇ ಅಂತಾರಾಷ್ಟ್ರೀಯ ವಿಮಾನ ನಿಲ್ದಾಣ ನಿರ್ಮಾಣ ಮಾಡಲಾಗುವುದು ಎಂದು ಗೃಹ ಸಚಿವ ಡಾ.ಜಿ.ಪರಮೇಶ್ವರ್ ತಿಳಿಸಿದ್ದಾರೆ. <box>166 541 256 584</box>
para: ಬೆಂಗಳೂರಿನಲ್ಲಿಂದು ಸುದ್ದಿಗಾರರೊಂದಿಗೆ ಮಾತನಾಡಿದ ಅವರು, ಮುಡಾ <box>625 442 737 458</box>
story-narayanaswamy-body-a <box>516 540 669 602</box>
para: ಸುಮಾರು 5 ಗಂಟೆಗಳ ಕಾಲ ಕಾರ್ಯಾಚರಣೆ ನಡೆಯಿತು. ಹಲವು ಕಡತಗಳನ್ನು ವಶಕ್ಕೆ ಪಡೆದುಕೊಂಡ ಅಧಿಕಾರಿಗಳು ತೆರಳಿದರು. <box>453 386 619 401</box>
bottom-right-body-b <box>523 917 654 963</box>
